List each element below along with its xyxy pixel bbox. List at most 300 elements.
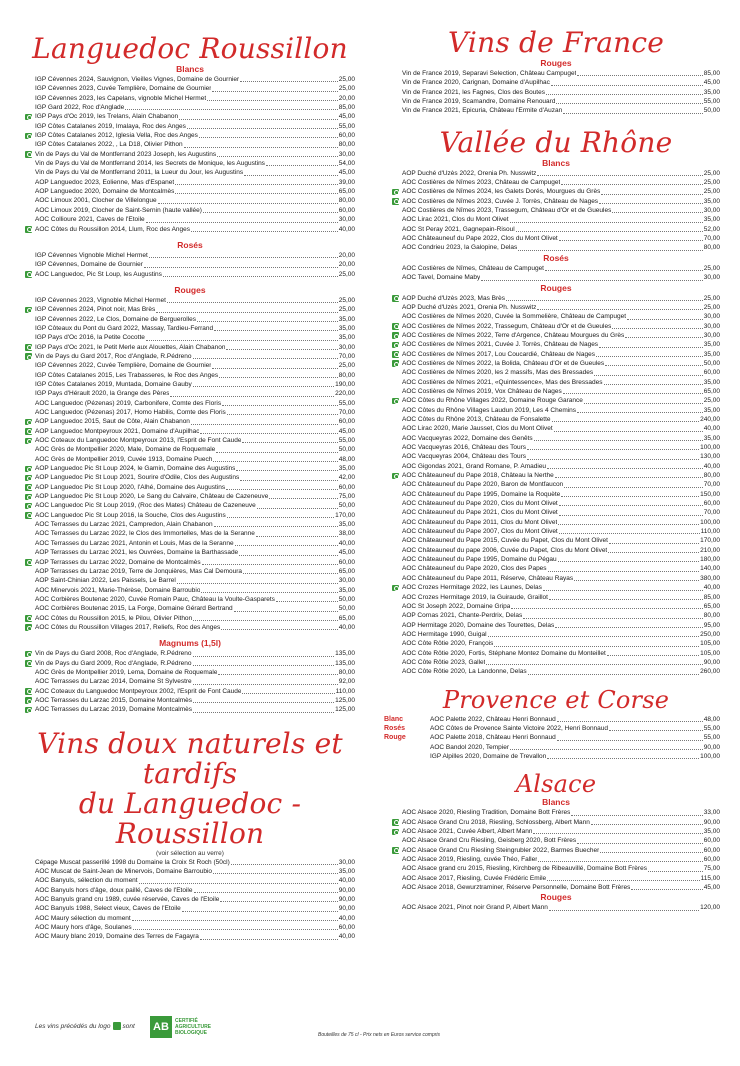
- wine-row: [392, 243, 720, 252]
- dot-leader: [193, 684, 338, 685]
- wine-name: AOC Costières de Nîmes 2023, Trassegum, Château d'Or et de Gueules: [402, 207, 612, 215]
- wine-price: 65,00: [338, 567, 355, 575]
- dot-leader: [557, 740, 703, 741]
- dot-leader: [200, 433, 337, 434]
- wine-name: Cépage Muscat passerillé 1998 du Domaine la Croix St Roch (50cl): [35, 858, 230, 866]
- dot-leader: [240, 81, 338, 82]
- wine-row: [25, 159, 355, 168]
- bio-footer: [35, 1022, 135, 1030]
- wine-price: 40,00: [703, 462, 720, 470]
- wine-price: 55,00: [338, 399, 355, 407]
- wine-row: [25, 696, 355, 705]
- dot-leader: [146, 222, 338, 223]
- wine-price: 45,00: [338, 549, 355, 557]
- wine-price: 25,00: [338, 306, 355, 314]
- wine-name: AOC Alsace 2019, Riesling, cuvée Théo, Faller: [402, 856, 538, 864]
- dot-leader: [266, 165, 338, 166]
- alsace-blancs-list: [392, 808, 720, 892]
- wine-name: AOC Muscat de Saint-Jean de Minervois, Domaine Barroubio: [35, 868, 213, 875]
- wine-row: [25, 649, 355, 658]
- wine-row: [392, 294, 720, 303]
- wine-name: AOC Vacqueyras 2004, Château des Tours: [402, 453, 527, 461]
- wine-price: 25,00: [338, 270, 355, 278]
- wine-price: 210,00: [700, 546, 720, 554]
- wine-name: IGP Cévennes 2023, les Capelans, vignoble Michel Hermet: [35, 94, 207, 102]
- wine-row: [25, 343, 355, 352]
- dot-leader: [559, 240, 703, 241]
- wine-name: AOC Châteauneuf du Pape 2018, Château la Nerthe: [402, 472, 554, 480]
- wine-price: 70,00: [703, 235, 720, 243]
- organic-leaf-icon: [25, 688, 32, 695]
- wine-name: AOC Grès de Montpellier 2019, Lema, Domaine de Roquemale: [35, 668, 218, 676]
- wine-row: [420, 715, 720, 724]
- provence-title: Provence et Corse: [442, 685, 670, 714]
- wine-name: AOC Costières de Nîmes 2023, Cuvée J. Torrès, Château de Nages: [402, 197, 599, 205]
- dot-leader: [177, 583, 338, 584]
- wine-row: [25, 483, 355, 492]
- organic-leaf-icon: [25, 503, 32, 510]
- wine-name: AOC Terrasses du Larzac 2014, Domaine St Sylvestre: [35, 678, 192, 686]
- wine-name: Vin de Pays du Val de Montferrand 2014, les Secrets de Monique, les Augustins: [35, 160, 265, 168]
- wine-row: [25, 112, 355, 121]
- wine-price: 80,00: [703, 244, 720, 252]
- wine-row: [392, 490, 720, 499]
- wine-row: [392, 387, 720, 396]
- dot-leader: [600, 852, 702, 853]
- wine-name: AOC Châteauneuf du Pape 2007, Clos du Mont Olivet: [402, 528, 558, 536]
- wine-name: IGP Cévennes, Domaine de Gournier: [35, 261, 143, 269]
- organic-leaf-icon: [25, 344, 32, 351]
- wine-name: AOC Côtes du Roussillon 2015, le Pilou, Olivier Pithon: [35, 614, 193, 622]
- wine-row: [392, 206, 720, 215]
- wine-row: [392, 350, 720, 359]
- dot-leader: [200, 939, 338, 940]
- wine-price: 60,00: [703, 856, 720, 864]
- dot-leader: [244, 175, 338, 176]
- dot-leader: [132, 920, 338, 921]
- organic-leaf-icon: [25, 475, 32, 482]
- wine-name: AOP Duché d'Uzès 2022, Orenia Ph. Nusswitz: [402, 169, 537, 177]
- wine-name: AOC Côtes du Rhône 2013, Château de Fonsalette: [402, 415, 551, 423]
- dot-leader: [234, 611, 338, 612]
- rhone-roses-heading: Rosés: [543, 252, 569, 263]
- wine-row: [25, 529, 355, 538]
- wine-name: AOC Languedoc Pic St Loup 2016, la Souche, Clos des Augustins: [35, 511, 226, 519]
- dot-leader: [175, 184, 338, 185]
- wine-name: AOC Costières de Nîmes 2024, les Galets Dorés, Mourgues du Grès: [402, 188, 601, 196]
- wine-price: 135,00: [335, 650, 355, 658]
- wine-row: [392, 836, 720, 845]
- dot-leader: [239, 555, 338, 556]
- wine-row: [25, 604, 355, 613]
- dot-leader: [149, 257, 338, 258]
- wine-price: 35,00: [338, 868, 355, 875]
- wine-price: 48,00: [703, 715, 720, 723]
- dot-leader: [537, 309, 702, 310]
- wine-price: 60,00: [338, 483, 355, 491]
- dot-leader: [605, 365, 703, 366]
- wine-price: 40,00: [338, 914, 355, 922]
- organic-leaf-icon: [392, 398, 399, 405]
- dot-leader: [604, 384, 703, 385]
- dot-leader: [242, 442, 337, 443]
- alsace-rouges-heading: Rouges: [540, 892, 572, 903]
- wine-price: 40,00: [338, 933, 355, 941]
- organic-leaf-icon: [25, 114, 32, 121]
- wine-price: 25,00: [338, 296, 355, 304]
- wine-row: [25, 895, 355, 904]
- wine-row: [392, 658, 720, 667]
- wine-row: [392, 406, 720, 415]
- wine-name: AOC Côte Rôtie 2023, Gallet: [402, 658, 486, 666]
- wine-price: 110,00: [335, 687, 355, 695]
- wine-row: [25, 168, 355, 177]
- dot-leader: [555, 477, 703, 478]
- wine-name: AOP Terrasses du Larzac 2022, Domaine de Montcalmès: [35, 558, 201, 566]
- wine-name: IGP Cévennes Vignoble Michel Hermet: [35, 251, 148, 259]
- dot-leader: [218, 674, 337, 675]
- wine-price: 250,00: [700, 630, 720, 638]
- wine-price: 105,00: [700, 640, 720, 648]
- wine-row: [25, 94, 355, 103]
- wine-price: 35,00: [703, 828, 720, 835]
- dot-leader: [563, 393, 703, 394]
- bio-footer-text-2: sont: [122, 1022, 135, 1030]
- wine-name: IGP Côtes Catalanes 2012, Iglesia Vella, Roc des Anges: [35, 132, 198, 140]
- wine-price: 30,00: [703, 207, 720, 215]
- wine-price: 170,00: [700, 537, 720, 545]
- wine-price: 65,00: [338, 614, 355, 622]
- ab-certification-logo: [150, 1016, 211, 1038]
- dot-leader: [596, 356, 703, 357]
- dot-leader: [577, 843, 703, 844]
- dot-leader: [528, 674, 699, 675]
- dot-leader: [556, 103, 702, 104]
- wine-price: 60,00: [338, 132, 355, 140]
- wine-row: [25, 333, 355, 342]
- wine-price: 65,00: [703, 602, 720, 610]
- wine-name: AOP Languedoc 2020, Domaine de Montcalmès: [35, 188, 175, 196]
- dot-leader: [552, 421, 700, 422]
- rhone-blancs-list: [392, 169, 720, 253]
- dot-leader: [243, 573, 338, 574]
- wine-price: 70,00: [338, 352, 355, 360]
- wine-name: AOC Alsace grand cru 2015, Riesling, Kirchberg de Ribeauvillé, Domaine Bott Frères: [402, 865, 647, 873]
- wine-row: [392, 424, 720, 433]
- dot-leader: [548, 571, 700, 572]
- wine-row: [25, 131, 355, 140]
- lr-magnums-heading: Magnums (1,5l): [159, 638, 221, 649]
- wine-row: [392, 846, 720, 855]
- dot-leader: [167, 302, 338, 303]
- organic-leaf-icon: [392, 198, 399, 205]
- wine-price: 55,00: [338, 437, 355, 445]
- wine-price: 60,00: [703, 837, 720, 845]
- dot-leader: [214, 330, 338, 331]
- wine-row: [420, 733, 720, 742]
- wine-name: AOC Costières de Nîmes 2022, Trassegum, Château d'Or et de Gueules: [402, 322, 612, 330]
- dot-leader: [538, 861, 702, 862]
- dot-leader: [193, 358, 338, 359]
- wine-price: 60,00: [338, 558, 355, 566]
- dot-leader: [506, 300, 703, 301]
- wine-row: [25, 103, 355, 112]
- provence-section: [384, 715, 720, 762]
- wine-price: 140,00: [700, 565, 720, 573]
- dot-leader: [558, 524, 699, 525]
- ab-line-3: BIOLOGIQUE: [175, 1030, 207, 1036]
- wine-name: IGP Pays d'Oc 2021, le Petit Merle aux Alouettes, Alain Chabanon: [35, 343, 226, 351]
- wine-name: AOP Languedoc Montpeyroux 2021, Domaine d'Aupilhac: [35, 427, 200, 435]
- wine-name: AOP Hermitage 2020, Domaine des Tourettes, Delas: [402, 621, 555, 629]
- wine-name: IGP Pays d'Hérault 2020, la Grange des Pères: [35, 390, 170, 398]
- wine-row: [392, 864, 720, 873]
- wine-price: 52,00: [703, 225, 720, 233]
- wine-price: 75,00: [338, 493, 355, 501]
- wine-row: [420, 743, 720, 752]
- wine-name: AOC Côtes du Roussillon 2014, Llum, Roc des Anges: [35, 225, 191, 233]
- dot-leader: [146, 340, 338, 341]
- wine-name: Vin de Pays du Gard 2008, Roc d'Anglade, R.Pédreno: [35, 650, 192, 658]
- wine-name: AOC Costières de Nîmes 2017, Lou Coucardié, Château de Nages: [402, 350, 595, 358]
- dot-leader: [240, 480, 338, 481]
- wine-name: AOC Alsace 2020, Riesling Tradition, Domaine Bott Frères: [402, 809, 571, 817]
- wine-name: AOC Condrieu 2023, la Galopine, Delas: [402, 244, 518, 252]
- dot-leader: [537, 175, 702, 176]
- wine-price: 90,00: [703, 658, 720, 666]
- wine-name: AOP Languedoc Pic St Loup 2021, Sourire d'Odile, Clos des Augustins: [35, 474, 240, 482]
- wine-name: AOC Maury blanc 2019, Domaine des Terres de Fagayra: [35, 933, 199, 941]
- wine-price: 80,00: [703, 472, 720, 480]
- dot-leader: [609, 543, 699, 544]
- wine-row: [25, 886, 355, 895]
- wine-name: AOC Languedoc, Pic St Loup, les Augustins: [35, 270, 162, 278]
- wine-name: AOC Alsace 2017, Riesling, Cuvée Frédéric Emile: [402, 874, 547, 882]
- wine-name: IGP Cévennes 2022, Cuvée Templière, Domaine de Gournier: [35, 362, 212, 370]
- wine-price: 35,00: [703, 378, 720, 386]
- wine-name: AOC Languedoc Pic St Loup 2019, (Roc des Mates) Château de Cazeneuve: [35, 502, 256, 510]
- wine-row: [420, 752, 720, 761]
- wine-row: [25, 586, 355, 595]
- organic-leaf-icon: [392, 323, 399, 330]
- languedoc-title: Languedoc Roussillon: [32, 32, 348, 65]
- wine-row: [25, 196, 355, 205]
- dot-leader: [257, 508, 338, 509]
- organic-leaf-icon: [392, 819, 399, 826]
- wine-row: [25, 399, 355, 408]
- dot-leader: [518, 250, 702, 251]
- dot-leader: [577, 75, 702, 76]
- wine-name: AOC Gigondas 2021, Grand Romane, P. Amadieu: [402, 462, 547, 470]
- wine-row: [392, 378, 720, 387]
- dot-leader: [193, 620, 338, 621]
- wine-price: 90,00: [703, 818, 720, 826]
- dot-leader: [549, 599, 703, 600]
- lr-rouges-list: [25, 296, 355, 632]
- organic-leaf-icon: [392, 829, 399, 836]
- wine-price: 75,00: [703, 865, 720, 873]
- rhone-rouges-list: [392, 294, 720, 677]
- dot-leader: [599, 203, 703, 204]
- wine-name: AOC Alsace Grand Cru Riesling, Geisberg 2020, Bott Frères: [402, 837, 577, 845]
- wine-row: [25, 876, 355, 885]
- wine-price: 130,00: [700, 453, 720, 461]
- bio-footer-text: Les vins précédés du logo: [35, 1022, 111, 1030]
- wine-row: [25, 324, 355, 333]
- wine-row: [392, 452, 720, 461]
- wine-price: 55,00: [703, 734, 720, 742]
- wine-price: 180,00: [700, 556, 720, 564]
- wine-name: AOC Châteauneuf du Pape 2020, Clos du Mont Olivet: [402, 500, 558, 508]
- wine-name: AOC Costières de Nîmes 2021, Cuvée J. Torrès, Château de Nages: [402, 341, 599, 349]
- wine-name: AOC Coteaux du Languedoc Montpeyroux 2013, l'Esprit de Font Caude: [35, 437, 242, 445]
- wine-name: AOC Hermitage 1990, Guigal: [402, 630, 487, 638]
- wine-row: [25, 150, 355, 159]
- wine-name: AOC Châteauneuf du Pape 2011, Réserve, Château Rayas: [402, 574, 574, 582]
- wine-price: 65,00: [338, 188, 355, 196]
- wine-price: 30,00: [338, 343, 355, 351]
- wine-price: 33,00: [703, 809, 720, 817]
- dot-leader: [488, 636, 700, 637]
- wine-name: IGP Pays d'Oc 2016, la Petite Cocotte: [35, 334, 145, 342]
- wine-name: AOC St Peray 2021, Gagnepain-Risoul: [402, 225, 515, 233]
- wine-row: [392, 649, 720, 658]
- wine-row: [25, 455, 355, 464]
- wine-price: 260,00: [700, 668, 720, 676]
- dot-leader: [543, 590, 703, 591]
- wine-row: [25, 923, 355, 932]
- wine-row: [392, 303, 720, 312]
- wine-price: 55,00: [703, 98, 720, 106]
- organic-leaf-icon: [392, 189, 399, 196]
- wine-name: AOC Palette 2022, Château Henri Bonnaud: [430, 715, 556, 723]
- wine-row: [392, 443, 720, 452]
- wine-row: [392, 368, 720, 377]
- wine-row: [392, 415, 720, 424]
- wine-row: [25, 187, 355, 196]
- wine-row: [392, 827, 720, 836]
- dot-leader: [187, 128, 338, 129]
- wine-name: Vin de Pays du Val de Montferrand 2023 Joseph, les Augustins: [35, 150, 217, 158]
- wine-row: [25, 932, 355, 941]
- dot-leader: [574, 580, 699, 581]
- rhone-title: Vallée du Rhône: [439, 125, 673, 159]
- wine-name: AOC Châteauneuf du Pape 2011, Clos du Mont Olivet: [402, 518, 558, 526]
- wine-price: 35,00: [338, 315, 355, 323]
- wine-name: AOC Grès de Montpellier 2020, Male, Domaine de Roquemale: [35, 446, 216, 454]
- wine-name: IGP Pays d'Oc 2019, les Trelans, Alain Chabanon: [35, 113, 179, 121]
- dot-leader: [193, 656, 335, 657]
- wine-price: 25,00: [338, 76, 355, 83]
- wine-name: Vin de Pays du Val de Montferrand 2011, la Lueur du Jour, les Augustins: [35, 169, 244, 177]
- wine-price: 25,00: [703, 188, 720, 196]
- wine-name: AOC Maury hors d'âge, Soulanes: [35, 924, 132, 932]
- dot-leader: [563, 113, 702, 114]
- dot-leader: [133, 929, 338, 930]
- dot-leader: [591, 824, 703, 825]
- wine-row: [392, 546, 720, 555]
- wine-price: 120,00: [700, 904, 720, 912]
- dot-leader: [184, 147, 338, 148]
- dot-leader: [547, 468, 703, 469]
- wine-price: 40,00: [338, 539, 355, 547]
- dot-leader: [202, 564, 338, 565]
- dot-leader: [221, 629, 337, 630]
- wine-row: [392, 518, 720, 527]
- wine-row: [25, 614, 355, 623]
- wine-price: 100,00: [700, 444, 720, 451]
- dot-leader: [577, 412, 703, 413]
- wine-name: AOC Coteaux du Languedoc Montpeyroux 2002, l'Esprit de Font Caude: [35, 687, 242, 695]
- wine-row: [25, 576, 355, 585]
- dot-leader: [226, 349, 337, 350]
- dot-leader: [561, 496, 699, 497]
- dot-leader: [219, 377, 338, 378]
- dot-leader: [559, 533, 700, 534]
- wine-price: 20,00: [338, 261, 355, 269]
- dot-leader: [235, 545, 338, 546]
- dot-leader: [214, 526, 338, 527]
- wine-name: AOC Languedoc (Pézenas) 2019, Carbonifere, Comte des Floris: [35, 399, 222, 407]
- wine-price: 100,00: [700, 518, 720, 526]
- wine-price: 35,00: [338, 586, 355, 594]
- wine-row: [25, 914, 355, 923]
- wine-row: [420, 724, 720, 733]
- dot-leader: [584, 403, 703, 404]
- wine-name: AOC Châteauneuf du Pape 2021, Clos du Mont Olivet: [402, 509, 558, 517]
- organic-leaf-icon: [25, 151, 32, 158]
- wine-name: AOP Cornas 2021, Chante-Perdrix, Delas: [402, 612, 523, 620]
- dot-leader: [276, 601, 338, 602]
- wine-name: AOC Terrasses du Larzac 2015, Domaine Montcalmès: [35, 696, 193, 704]
- rhone-blancs-heading: Blancs: [542, 157, 570, 168]
- wine-row: [25, 315, 355, 324]
- wine-row: [392, 874, 720, 883]
- wine-row: [392, 434, 720, 443]
- wine-row: [25, 296, 355, 305]
- wine-row: [392, 225, 720, 234]
- wine-name: Vin de France 2021, les Fagnes, Clos des Boutes: [402, 88, 545, 96]
- wine-price: 125,00: [335, 706, 355, 714]
- dot-leader: [191, 231, 338, 232]
- wine-row: [25, 352, 355, 361]
- wine-price: 55,00: [338, 122, 355, 130]
- wine-row: [392, 273, 720, 282]
- wine-name: AOC Alsace Grand Cru Riesling Steingrubler 2022, Barmes Buecher: [402, 846, 600, 854]
- wine-name: AOC Châteauneuf du Pape 2022, Clos du Mont Olivet: [402, 235, 558, 243]
- wine-price: 45,00: [338, 113, 355, 121]
- wine-price: 35,00: [703, 406, 720, 414]
- organic-leaf-icon: [392, 585, 399, 592]
- wine-row: [25, 84, 355, 93]
- wine-row: [25, 558, 355, 567]
- dot-leader: [193, 712, 334, 713]
- organic-leaf-icon: [25, 559, 32, 566]
- wine-price: 25,00: [338, 362, 355, 370]
- dot-leader: [607, 655, 699, 656]
- vdn-title-line2: du Languedoc - Roussillon: [78, 786, 302, 850]
- wine-row: [392, 602, 720, 611]
- dot-leader: [554, 431, 703, 432]
- dot-leader: [222, 405, 338, 406]
- organic-leaf-icon: [25, 353, 32, 360]
- wine-row: [392, 78, 720, 87]
- provence-list: [392, 715, 720, 762]
- dot-leader: [212, 368, 337, 369]
- wine-price: 48,00: [338, 455, 355, 463]
- wine-price: 45,00: [338, 427, 355, 435]
- dot-leader: [158, 203, 338, 204]
